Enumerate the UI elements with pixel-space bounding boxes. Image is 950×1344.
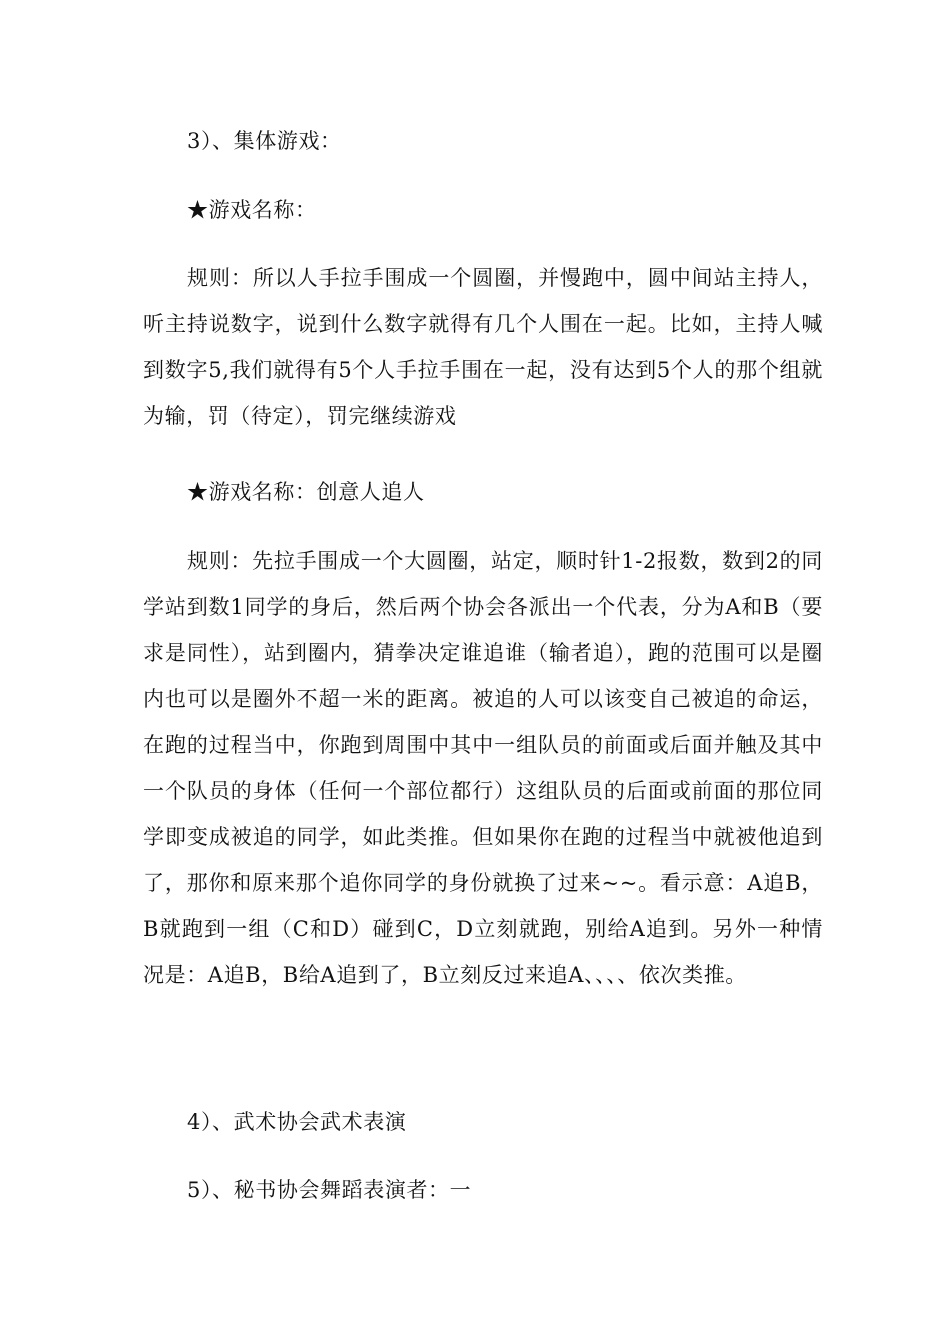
game-name-heading-1: ★游戏名称： [187,198,317,222]
game-name-heading-2: ★游戏名称：创意人追人 [187,480,425,504]
section-heading-martial-arts: 4）、武术协会武术表演 [187,1110,407,1134]
rules-paragraph-1: 规则：所以人手拉手围成一个圆圈，并慢跑中，圆中间站主持人，听主持说数字，说到什么数字就得有几个人围在一起。比如，主持人喊到数字5,我们就得有5个人手拉手围在一起，没有达到5个人的那个组就为输，罚（待定），罚完继续游戏 [143,266,823,428]
rules-paragraph-2: 规则：先拉手围成一个大圆圈，站定，顺时针1-2报数，数到2的同学站到数1同学的身后，然后两个协会各派出一个代表，分为A和B（要求是同性），站到圈内，猜拳决定谁追谁（输者追），跑的范围可以是圈内也可以是圈外不超一米的距离。被追的人可以该变自己被追的命运，在跑的过程当中，你跑到周围中其中一组队员的前面或后面并触及其中一个队员的身体（任何一个部位都行）这组队员的后面或前面的那位同学即变成被追的同学，如此类推。但如果你在跑的过程当中就被他追到了，那你和原来那个追你同学的身份就换了过来~~。看示意：A追B，B就跑到一组（C和D）碰到C，D立刻就跑，别给A追到。另外一种情况是：A追B，B给A追到了，B立刻反过来追A、、、、依次类推。 [143,549,823,987]
section-heading-dance: 5）、秘书协会舞蹈表演者：一 [187,1178,472,1202]
section-heading-group-games: 3）、集体游戏： [187,129,342,153]
